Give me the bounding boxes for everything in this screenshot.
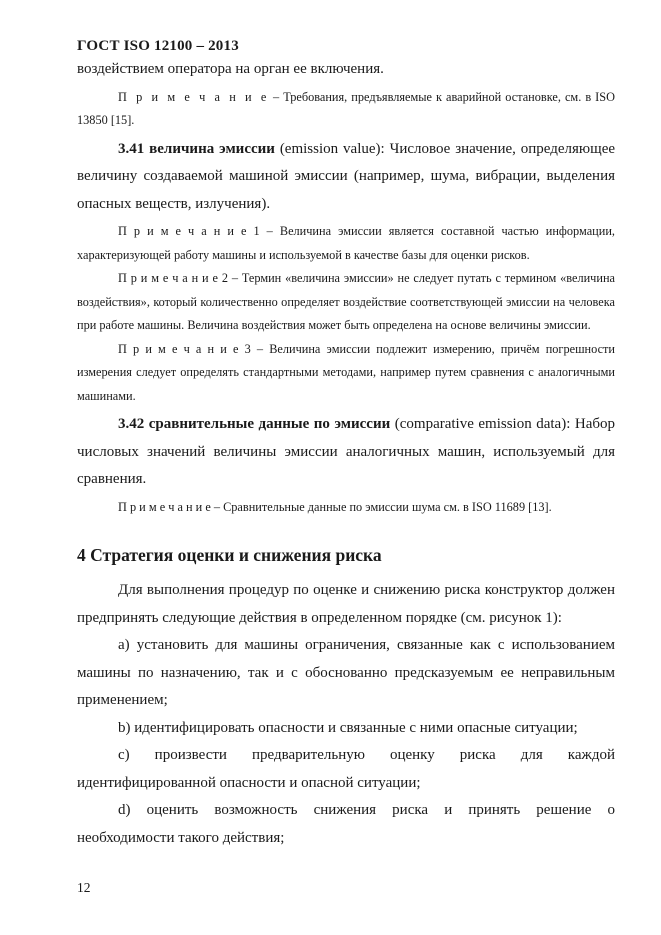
term-definition: (emission value): Числовое значение, определяющее величину создаваемой машиной эмиссии (например, шума, вибрации, выделения опасных веществ, излучения).: [77, 140, 616, 212]
note-text: – Величина эмиссии является составной частью информации, характеризующей работу машины и используемой в качестве базы для оценки рисков.: [77, 224, 615, 262]
list-item: b) идентифицировать опасности и связанные с ними опасные ситуации;: [118, 719, 578, 736]
list-item: a) установить для машины ограничения, связанные как с использованием машины по назначению, так и с обоснованно предсказуемым ее неправильным применением;: [77, 637, 615, 708]
note-text: – Сравнительные данные по эмиссии шума см. в ISO 11689 [13].: [210, 499, 552, 514]
note-label: П р и м е ч а н и е 2: [118, 271, 228, 285]
term-title: сравнительные данные по эмиссии: [148, 416, 391, 432]
note-label: П р и м е ч а н и е 3: [118, 341, 251, 356]
term-title: величина эмиссии: [149, 140, 275, 157]
note-text: – Термин «величина эмиссии» не следует путать с термином «величина воздействия», который количественно определяет воздействие соответствующей эмиссии на человека при работе машины. Величина воздействия может быть определена на основе величины эмиссии.: [77, 271, 615, 332]
page-body: [77, 56, 615, 852]
note-label: П р и м е ч а н и е: [118, 89, 269, 104]
note-text: – Требования, предъявляемые к аварийной остановке, см. в ISO 13850 [15].: [77, 89, 615, 127]
note-label: П р и м е ч а н и е: [118, 499, 211, 514]
document-header: ГОСТ ISO 12100 – 2013: [77, 38, 239, 54]
term-definition: (comparative emission data): Набор числовых значений величины эмиссии аналогичных машин, используемый для сравнения.: [77, 416, 615, 487]
list-item: d) оценить возможность снижения риска и принять решение о необходимости такого действия;: [77, 802, 615, 846]
note-text: – Величина эмиссии подлежит измерению, причём погрешности измерения следует определять стандартными методами, например путем сравнения с аналогичными машинами.: [77, 341, 615, 403]
section-heading: 4 Стратегия оценки и снижения риска: [77, 545, 382, 565]
note-paragraph: [77, 267, 615, 338]
term-number: 3.41: [118, 140, 145, 157]
term-3-42: [77, 411, 615, 494]
note-label: П р и м е ч а н и е 1: [118, 224, 260, 238]
term-3-41: [77, 136, 615, 219]
note-paragraph: [77, 496, 615, 520]
note-paragraph: [77, 220, 615, 267]
list-item: c) произвести предварительную оценку риска для каждой идентифицированной опасности и опасной ситуации;: [77, 747, 615, 791]
section-intro: Для выполнения процедур по оценке и снижению риска конструктор должен предпринять следующие действия в определенном порядке (см. рисунок 1):: [77, 582, 615, 626]
intro-line: воздействием оператора на орган ее включения.: [77, 61, 384, 77]
term-number: 3.42: [118, 416, 145, 432]
note-paragraph: [77, 338, 615, 409]
note-paragraph: [77, 86, 615, 133]
page-number: 12: [77, 880, 91, 895]
